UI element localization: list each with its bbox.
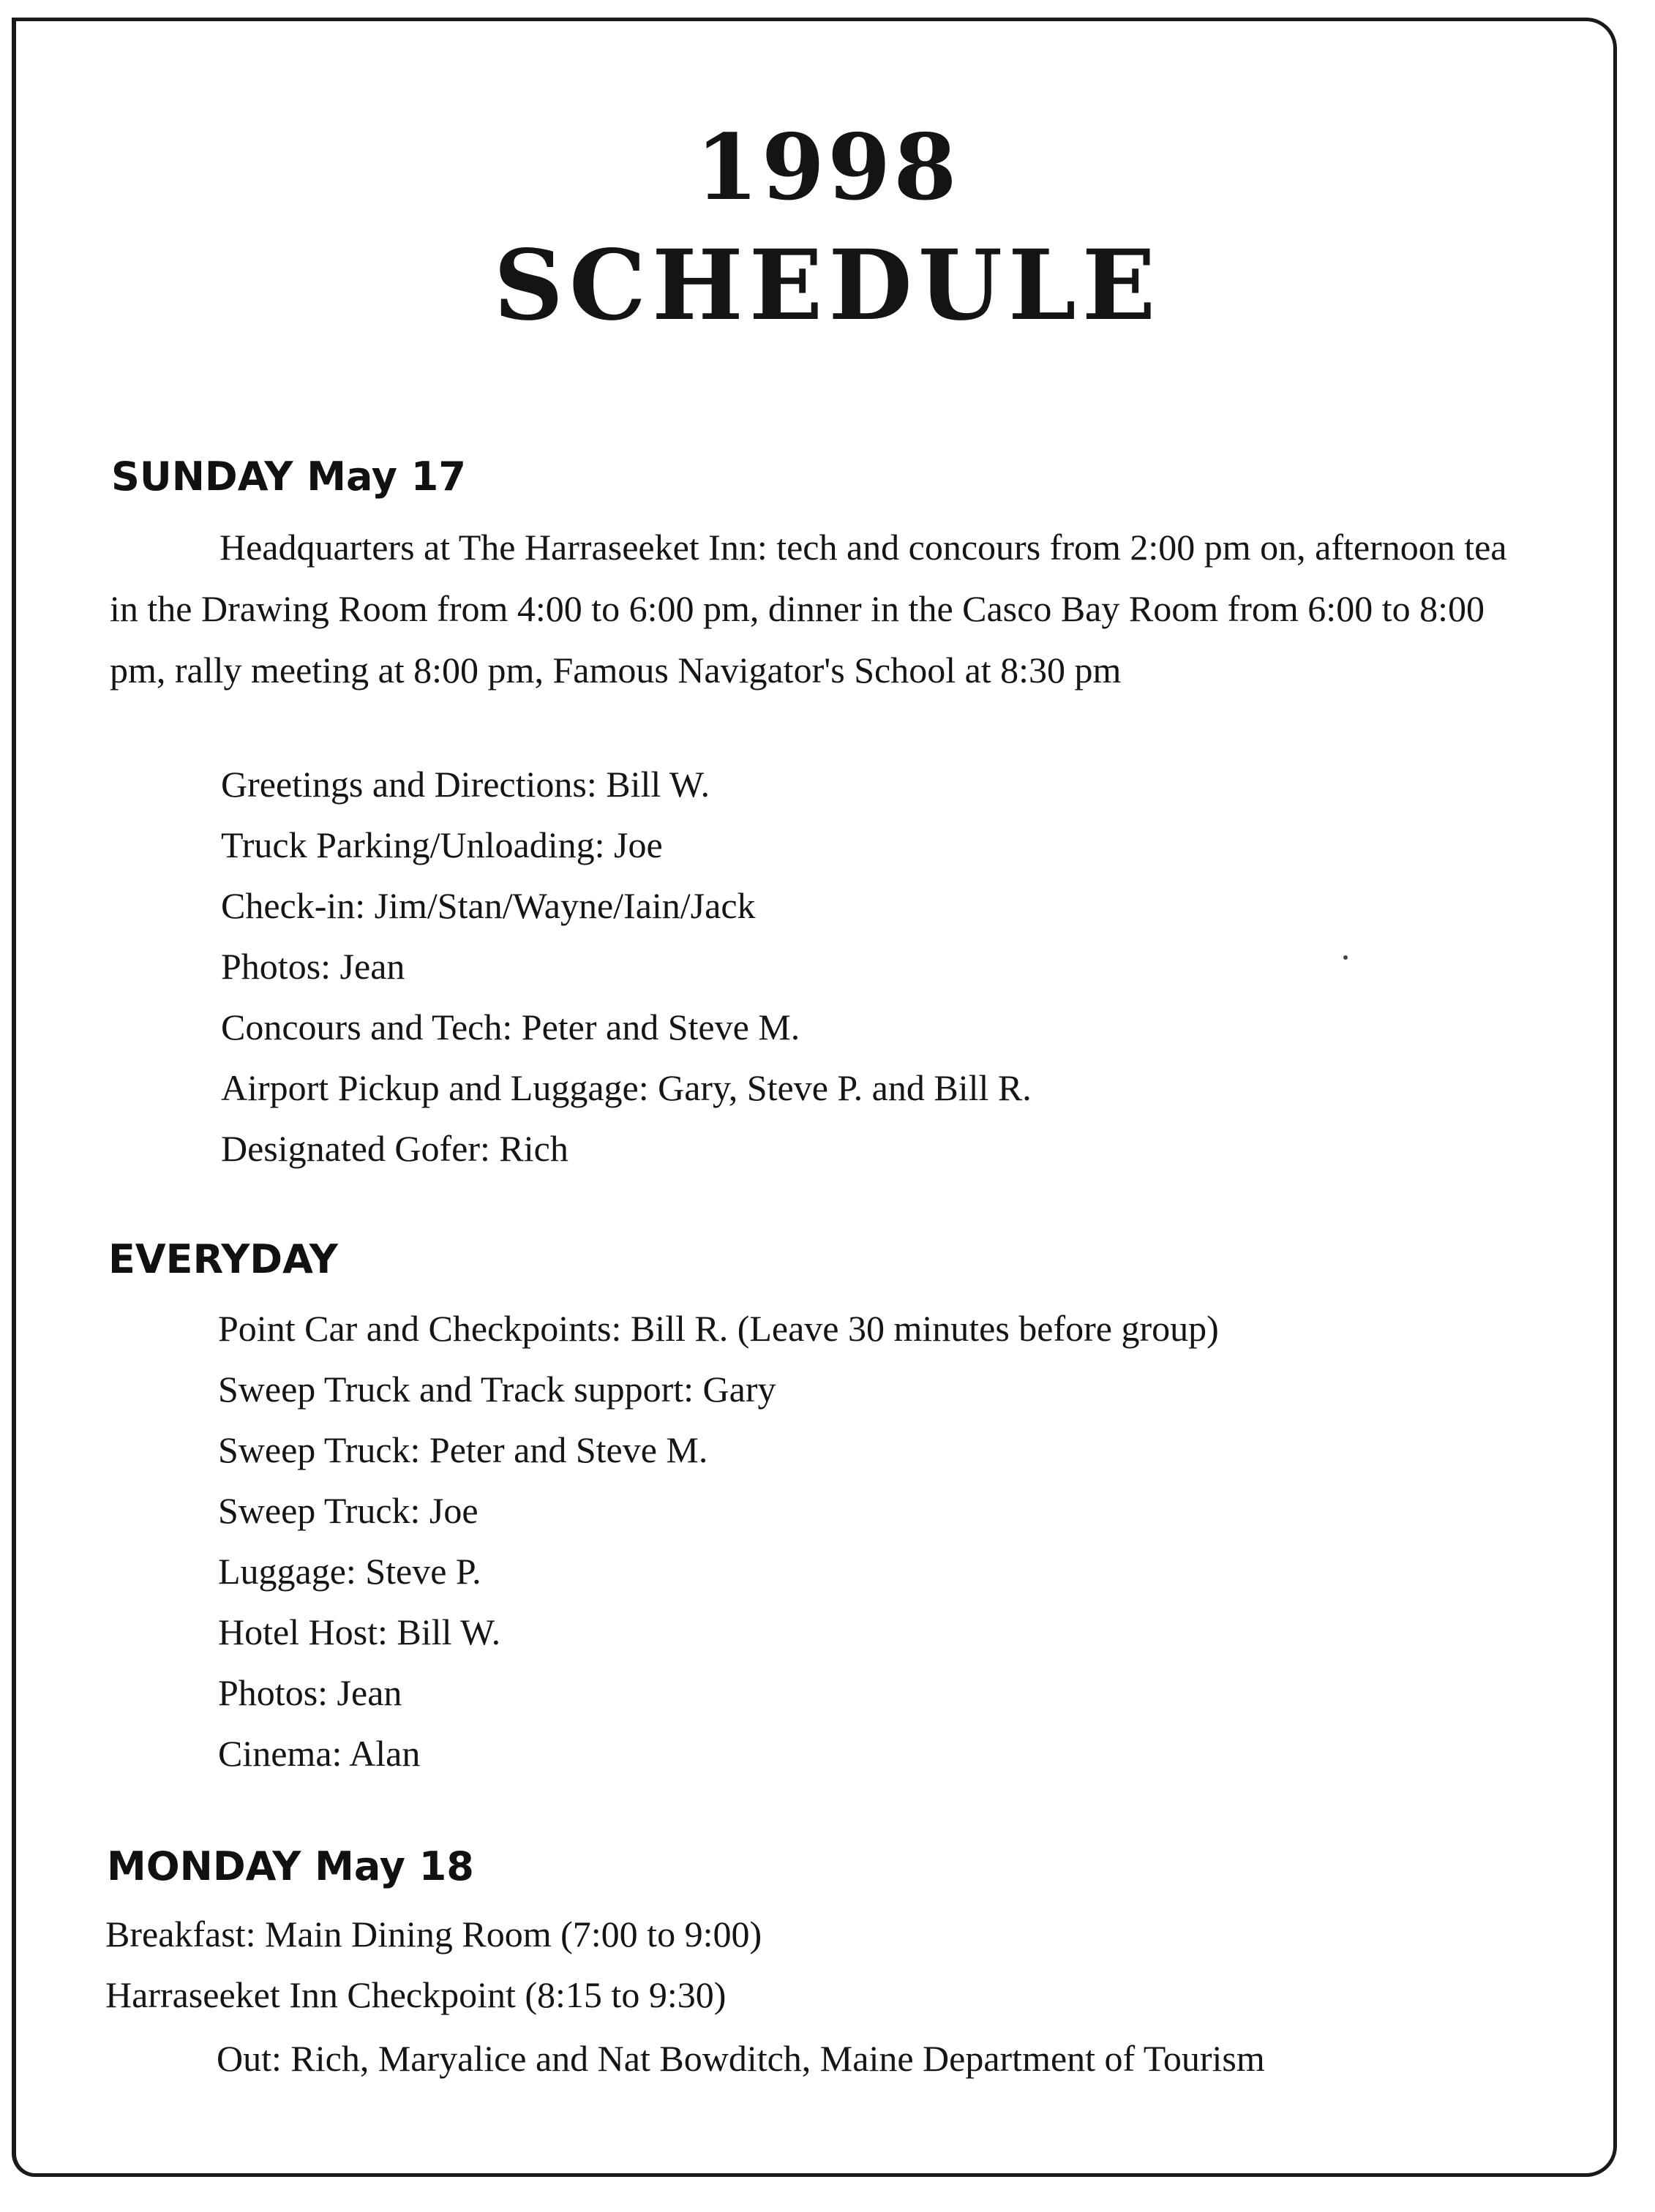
everyday-heading: EVERYDAY bbox=[108, 1236, 338, 1282]
title-schedule: SCHEDULE bbox=[493, 229, 1162, 342]
title-year: 1998 bbox=[695, 115, 960, 221]
list-item: Cinema: Alan bbox=[218, 1733, 421, 1774]
list-item: Truck Parking/Unloading: Joe bbox=[221, 824, 663, 865]
list-item: Photos: Jean bbox=[218, 1672, 402, 1713]
list-item: Point Car and Checkpoints: Bill R. (Leave 30 minutes before group) bbox=[218, 1308, 1219, 1349]
scan-speck bbox=[1343, 955, 1348, 960]
list-item: Airport Pickup and Luggage: Gary, Steve P. and Bill R. bbox=[221, 1067, 1032, 1108]
list-item: Luggage: Steve P. bbox=[218, 1551, 481, 1592]
list-item: Check-in: Jim/Stan/Wayne/Iain/Jack bbox=[221, 885, 756, 926]
list-item: Sweep Truck: Peter and Steve M. bbox=[218, 1429, 708, 1470]
list-item: Hotel Host: Bill W. bbox=[218, 1611, 501, 1652]
list-item: Harraseeket Inn Checkpoint (8:15 to 9:30) bbox=[105, 1974, 727, 2015]
list-item: Sweep Truck: Joe bbox=[218, 1490, 479, 1531]
sunday-intro: Headquarters at The Harraseeket Inn: tech and concours from 2:00 pm on, afternoon tea in the Drawing Room from 4:00 to 6:00 pm, dinner in the Casco Bay Room from 6:00 to 8:00 pm, rally meeting at 8:00 pm, Famous Navigator's School at 8:30 pm bbox=[110, 527, 1507, 691]
monday-out-line: Out: Rich, Maryalice and Nat Bowditch, Maine Department of Tourism bbox=[217, 2038, 1265, 2079]
list-item: Sweep Truck and Track support: Gary bbox=[218, 1369, 776, 1410]
list-item: Concours and Tech: Peter and Steve M. bbox=[221, 1007, 800, 1047]
list-item: Greetings and Directions: Bill W. bbox=[221, 764, 710, 805]
monday-heading: MONDAY May 18 bbox=[107, 1843, 474, 1889]
list-item: Breakfast: Main Dining Room (7:00 to 9:00) bbox=[105, 1914, 762, 1955]
list-item: Photos: Jean bbox=[221, 946, 405, 987]
list-item: Designated Gofer: Rich bbox=[221, 1128, 568, 1169]
sunday-heading: SUNDAY May 17 bbox=[111, 454, 466, 500]
